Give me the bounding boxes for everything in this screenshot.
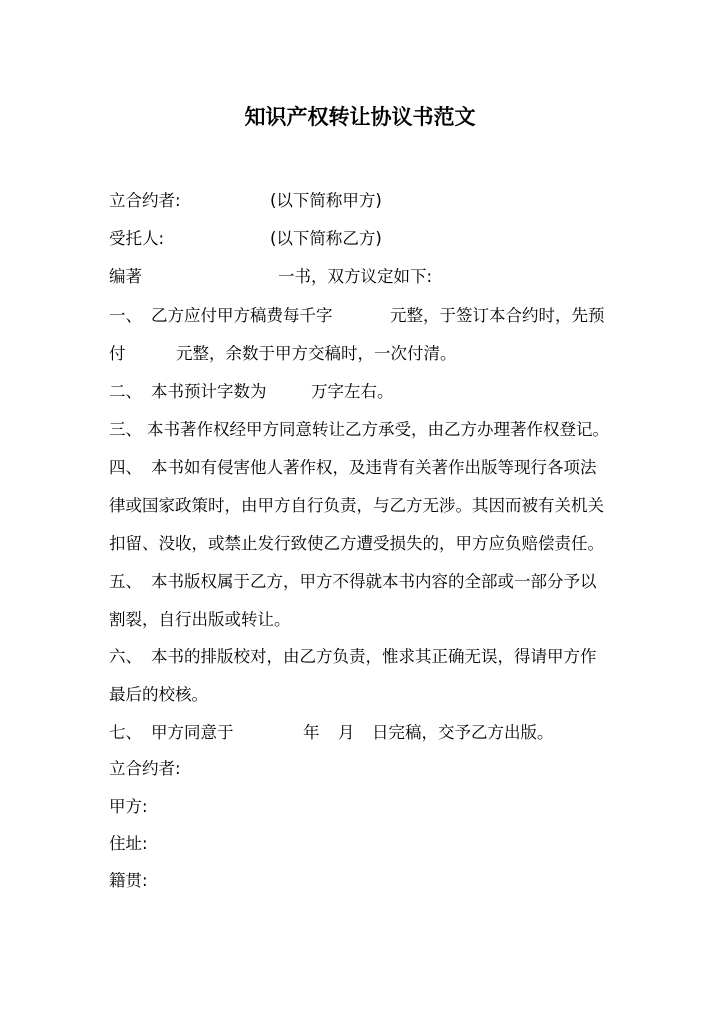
clause-4-number: 四、 (109, 458, 142, 477)
clause-7-day-text: 日完稿，交予乙方出版。 (372, 723, 554, 742)
native-place-label: 籍贯: (109, 871, 148, 890)
party-a-label: 立合约者: (109, 191, 181, 210)
clause-6-text-1: 本书的排版校对，由乙方负责，惟求其正确无误，得请甲方作 (151, 647, 597, 666)
clause-3-text: 本书著作权经甲方同意转让乙方承受，由乙方办理著作权登记。 (147, 420, 609, 439)
party-b-label: 受托人: (109, 229, 165, 248)
party-b-note: (以下简称乙方) (270, 229, 382, 248)
party-a-sign-label: 甲方: (109, 797, 148, 816)
signatory-label: 立合约者: (109, 759, 181, 778)
compile-text: 一书，双方议定如下: (278, 267, 433, 286)
clause-6-text-2: 最后的校核。 (109, 685, 208, 704)
clause-1-text-d: 元整，余数于甲方交稿时，一次付清。 (176, 344, 457, 363)
clause-5-number: 五、 (109, 572, 142, 591)
clause-2-number: 二、 (109, 382, 142, 401)
clause-7-number: 七、 (109, 723, 142, 742)
clause-4-text-3: 扣留、没收，或禁止发行致使乙方遭受损失的，甲方应负赔偿责任。 (109, 534, 604, 553)
clause-1-number: 一、 (109, 306, 142, 325)
address-label: 住址: (109, 834, 148, 853)
clause-7-year: 年 (303, 723, 320, 742)
clause-7-text-a: 甲方同意于 (151, 723, 234, 742)
document-title: 知识产权转让协议书范文 (244, 105, 476, 129)
party-a-note: (以下简称甲方) (270, 191, 382, 210)
clause-5-text-2: 割裂，自行出版或转让。 (109, 610, 291, 629)
clause-3-number: 三、 (109, 420, 142, 439)
clause-7-month: 月 (338, 723, 355, 742)
clause-4-text-1: 本书如有侵害他人著作权，及违背有关著作出版等现行各项法 (151, 458, 597, 477)
clause-1-text-b: 元整，于签订本合约时，先预 (390, 306, 605, 325)
clause-2-text-a: 本书预计字数为 (151, 382, 267, 401)
clause-1-text-a: 乙方应付甲方稿费每千字 (151, 306, 333, 325)
clause-5-text-1: 本书版权属于乙方，甲方不得就本书内容的全部或一部分予以 (151, 572, 597, 591)
clause-1-text-c: 付 (109, 344, 126, 363)
clause-4-text-2: 律或国家政策时，由甲方自行负责，与乙方无涉。其因而被有关机关 (109, 496, 604, 515)
clause-2-text-b: 万字左右。 (311, 382, 394, 401)
clause-6-number: 六、 (109, 647, 142, 666)
compile-label: 编著 (109, 267, 142, 286)
